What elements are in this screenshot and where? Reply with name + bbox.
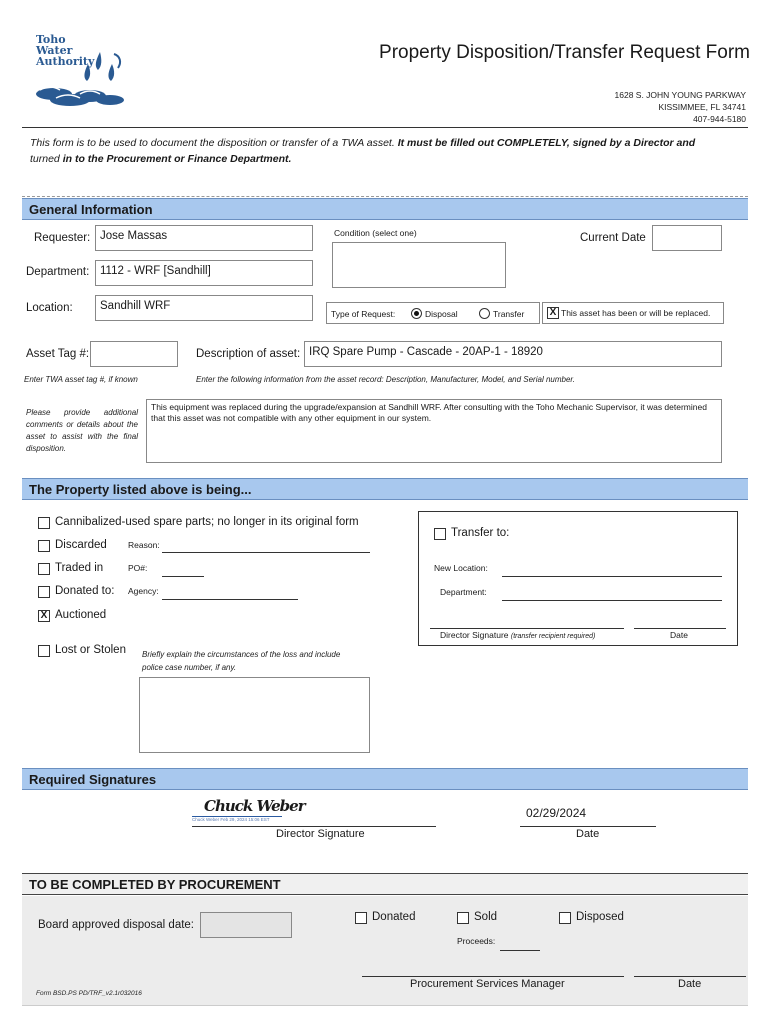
condition-field[interactable] <box>332 242 506 288</box>
traded-checkbox[interactable] <box>38 563 50 575</box>
director-signature-line[interactable] <box>192 826 436 827</box>
discarded-label: Discarded <box>55 539 107 551</box>
signatures-header: Required Signatures <box>22 768 748 790</box>
proc-disposed-checkbox[interactable] <box>559 912 571 924</box>
type-of-request-label: Type of Request: <box>331 309 396 319</box>
department-label: Department: <box>26 266 90 278</box>
manager-signature-line[interactable] <box>362 976 624 977</box>
discarded-checkbox[interactable] <box>38 540 50 552</box>
description-label: Description of asset: <box>196 348 301 360</box>
reason-label: Reason: <box>128 540 160 550</box>
new-location-line[interactable] <box>502 576 722 577</box>
intro-text: This form is to be used to document the disposition or transfer of a TWA asset. It must be filled out COMPLETELY, signed by a Director and turned in to the Procurement or Finance Department. <box>30 137 696 165</box>
location-field[interactable]: Sandhill WRF <box>95 295 313 321</box>
form-id: Form BSD.PS PD/TRF_v2.1r032016 <box>36 990 142 997</box>
cannibalized-checkbox[interactable] <box>38 517 50 529</box>
current-date-field[interactable] <box>652 225 722 251</box>
replaced-label: This asset has been or will be replaced. <box>561 308 711 318</box>
transfer-to-label: Transfer to: <box>451 527 510 539</box>
asset-tag-label: Asset Tag #: <box>26 348 90 360</box>
proc-sold-checkbox[interactable] <box>457 912 469 924</box>
reason-line[interactable] <box>162 552 370 553</box>
proc-donated-label: Donated <box>372 911 416 923</box>
proc-donated-checkbox[interactable] <box>355 912 367 924</box>
lost-checkbox[interactable] <box>38 645 50 657</box>
transfer-department-line[interactable] <box>502 600 722 601</box>
property-header: The Property listed above is being... <box>22 478 748 500</box>
manager-date-label: Date <box>678 978 702 990</box>
transfer-date-label: Date <box>670 630 688 640</box>
asset-tag-note: Enter TWA asset tag #, if known <box>24 375 138 384</box>
replaced-group <box>542 302 724 324</box>
director-signature-image: Chuck Weber <box>204 797 305 815</box>
logo-wordmark: Toho Water Authority <box>36 33 95 68</box>
procurement-header: TO BE COMPLETED BY PROCUREMENT <box>22 873 748 895</box>
auctioned-label: Auctioned <box>55 609 107 621</box>
po-label: PO#: <box>128 563 148 573</box>
board-approved-field[interactable] <box>200 912 292 938</box>
po-line[interactable] <box>162 576 204 577</box>
requester-label: Requester: <box>34 232 91 244</box>
transfer-date-line[interactable] <box>634 628 726 629</box>
manager-signature-label: Procurement Services Manager <box>410 978 565 990</box>
lost-note: Briefly explain the circumstances of the loss and include police case number, if any. <box>142 650 341 672</box>
asset-tag-field[interactable] <box>90 341 178 367</box>
description-note: Enter the following information from the asset record: Description, Manufacturer, Model, and Serial number. <box>196 375 575 384</box>
intro-divider <box>22 196 748 197</box>
new-location-label: New Location: <box>434 563 488 573</box>
general-info-header: General Information <box>22 198 748 220</box>
cannibalized-label: Cannibalized-used spare parts; no longer in its original form <box>55 516 359 528</box>
address-line2: KISSIMMEE, FL 34741 <box>658 102 746 112</box>
proc-disposed-label: Disposed <box>576 911 624 923</box>
donated-label: Donated to: <box>55 585 115 597</box>
traded-label: Traded in <box>55 562 104 574</box>
proc-sold-label: Sold <box>474 911 498 923</box>
signature-date-value: 02/29/2024 <box>526 806 587 820</box>
transfer-radio[interactable] <box>479 308 490 319</box>
form-title: Property Disposition/Transfer Request Form <box>379 42 750 63</box>
signature-date-line[interactable] <box>520 826 656 827</box>
transfer-signature-line[interactable] <box>430 628 624 629</box>
lost-label: Lost or Stolen <box>55 644 126 656</box>
lost-explanation-field[interactable] <box>139 677 370 753</box>
address-line1: 1628 S. JOHN YOUNG PARKWAY <box>614 90 746 100</box>
proceeds-label: Proceeds: <box>457 936 496 946</box>
transfer-label: Transfer <box>493 309 525 319</box>
transfer-department-label: Department: <box>440 587 487 597</box>
board-approved-label: Board approved disposal date: <box>38 919 194 931</box>
signature-caption: Chuck Weber Feb 29, 2024 15:06 EST <box>192 817 270 822</box>
comments-field[interactable]: This equipment was replaced during the upgrade/expansion at Sandhill WRF. After consulting with the Toho Mechanic Supervisor, it was determined that this asset was not compatible with any other equipment in our system. <box>146 399 722 463</box>
auctioned-checkbox[interactable]: X <box>38 610 50 622</box>
requester-field[interactable]: Jose Massas <box>95 225 313 251</box>
manager-date-line[interactable] <box>634 976 746 977</box>
proceeds-line[interactable] <box>500 950 540 951</box>
location-label: Location: <box>26 302 73 314</box>
director-signature-label: Director Signature <box>276 828 365 840</box>
description-field[interactable]: IRQ Spare Pump - Cascade - 20AP-1 - 18920 <box>304 341 722 367</box>
type-of-request-group <box>326 302 540 324</box>
department-field[interactable]: 1112 - WRF [Sandhill] <box>95 260 313 286</box>
condition-label: Condition (select one) <box>334 228 417 238</box>
agency-line[interactable] <box>162 599 298 600</box>
signature-date-label: Date <box>576 828 600 840</box>
phone-number: 407-944-5180 <box>693 114 746 124</box>
comments-note: Please provide additional comments or details about the asset to assist with the final disposition. <box>26 408 138 453</box>
transfer-signature-label: Director Signature (transfer recipient required) <box>440 630 596 640</box>
disposal-label: Disposal <box>425 309 458 319</box>
disposal-radio[interactable] <box>411 308 422 319</box>
current-date-label: Current Date <box>580 232 646 244</box>
header-divider <box>22 127 748 128</box>
transfer-to-checkbox[interactable] <box>434 528 446 540</box>
donated-checkbox[interactable] <box>38 586 50 598</box>
replaced-checkbox[interactable]: X <box>547 307 559 319</box>
agency-label: Agency: <box>128 586 159 596</box>
